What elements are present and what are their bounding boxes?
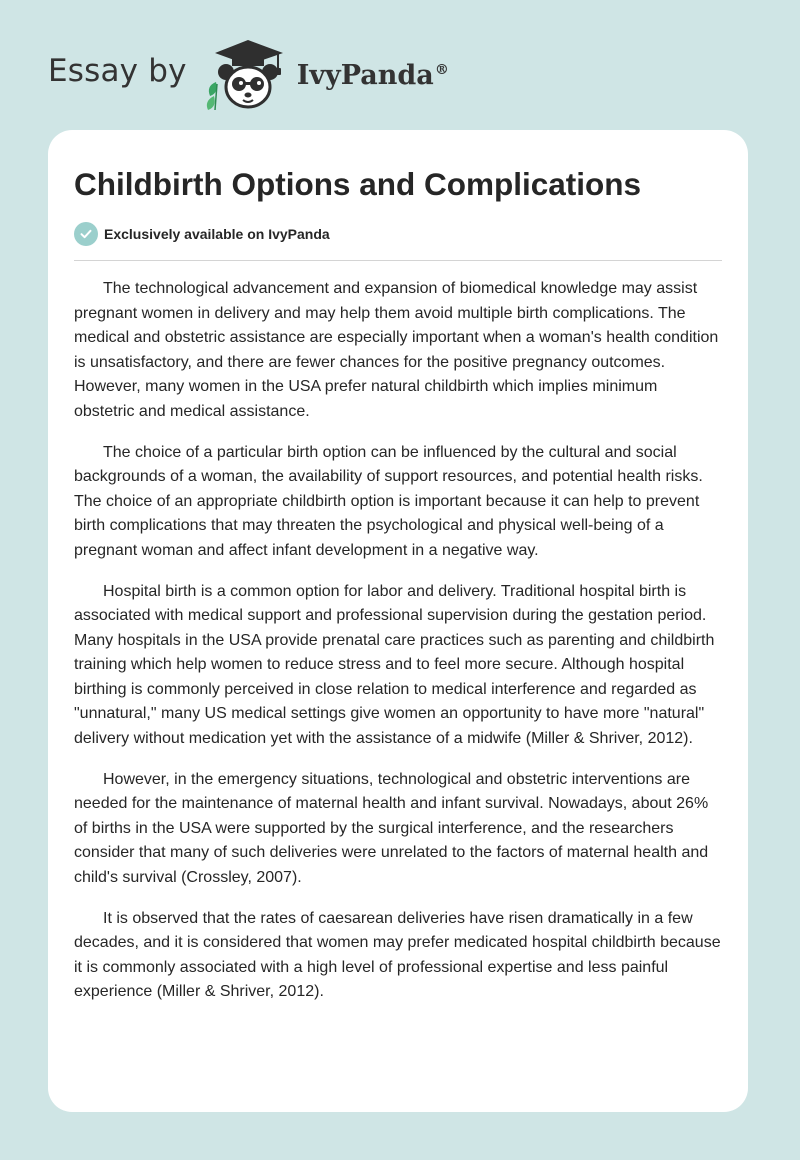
exclusive-badge (74, 222, 722, 246)
brand-name[interactable]: IvyPanda® (296, 59, 449, 91)
divider (74, 260, 722, 261)
essay-card (48, 130, 748, 1112)
essay-paragraph: The technological advancement and expansion of biomedical knowledge may assist pregnant women in delivery and may help them avoid multiple birth complications. The medical and obstetric assistance are especially important when a woman's health condition is unsatisfactory, and there are fewer chances for the positive pregnancy outcomes. However, many women in the USA prefer natural childbirth which implies minimum obstetric and medical assistance. (74, 280, 719, 420)
page-title: Childbirth Options and Complications (74, 166, 641, 202)
check-circle-icon (74, 222, 98, 246)
essay-paragraph: The choice of a particular birth option can be influenced by the cultural and social backgrounds of a woman, the availability of support resources, and potential health risks. The choice of an appropriate childbirth option is important because it can help to prevent birth complications that may threaten the psychological and physical well-being of a pregnant woman and affect infant development in a negative way. (74, 443, 703, 559)
brand-prefix: Essay by (48, 53, 187, 89)
essay-paragraph: Hospital birth is a common option for labor and delivery. Traditional hospital birth is associated with medical support and professional supervision during the gestation period. Many hospitals in the USA provide prenatal care practices such as parenting and childbirth training which help women to reduce stress and to feel more secure. Although hospital birthing is commonly perceived in close relation to medical interference and regarded as "unnatural," many US medical settings give women an opportunity to have more "natural" delivery without medication yet with the assistance of a midwife (Miller & Shriver, 2012). (74, 582, 715, 747)
panda-graduate-logo-icon[interactable] (203, 36, 293, 112)
essay-paragraph: However, in the emergency situations, technological and obstetric interventions are needed for the maintenance of maternal health and infant survival. Nowadays, about 26% of births in the USA were supported by the surgical interference, and the researchers consider that many of such deliveries were unrelated to the factors of maternal health and child's survival (Crossley, 2007). (74, 770, 709, 886)
brand-header (48, 36, 449, 112)
exclusive-label: Exclusively available on IvyPanda (104, 226, 330, 242)
essay-body (74, 277, 722, 1005)
essay-paragraph: It is observed that the rates of caesarean deliveries have risen dramatically in a few decades, and it is considered that women may prefer medicated hospital childbirth because it is commonly associated with a high level of professional expertise and less painful experience (Miller & Shriver, 2012). (74, 909, 721, 1000)
registered-mark: ® (434, 61, 449, 78)
